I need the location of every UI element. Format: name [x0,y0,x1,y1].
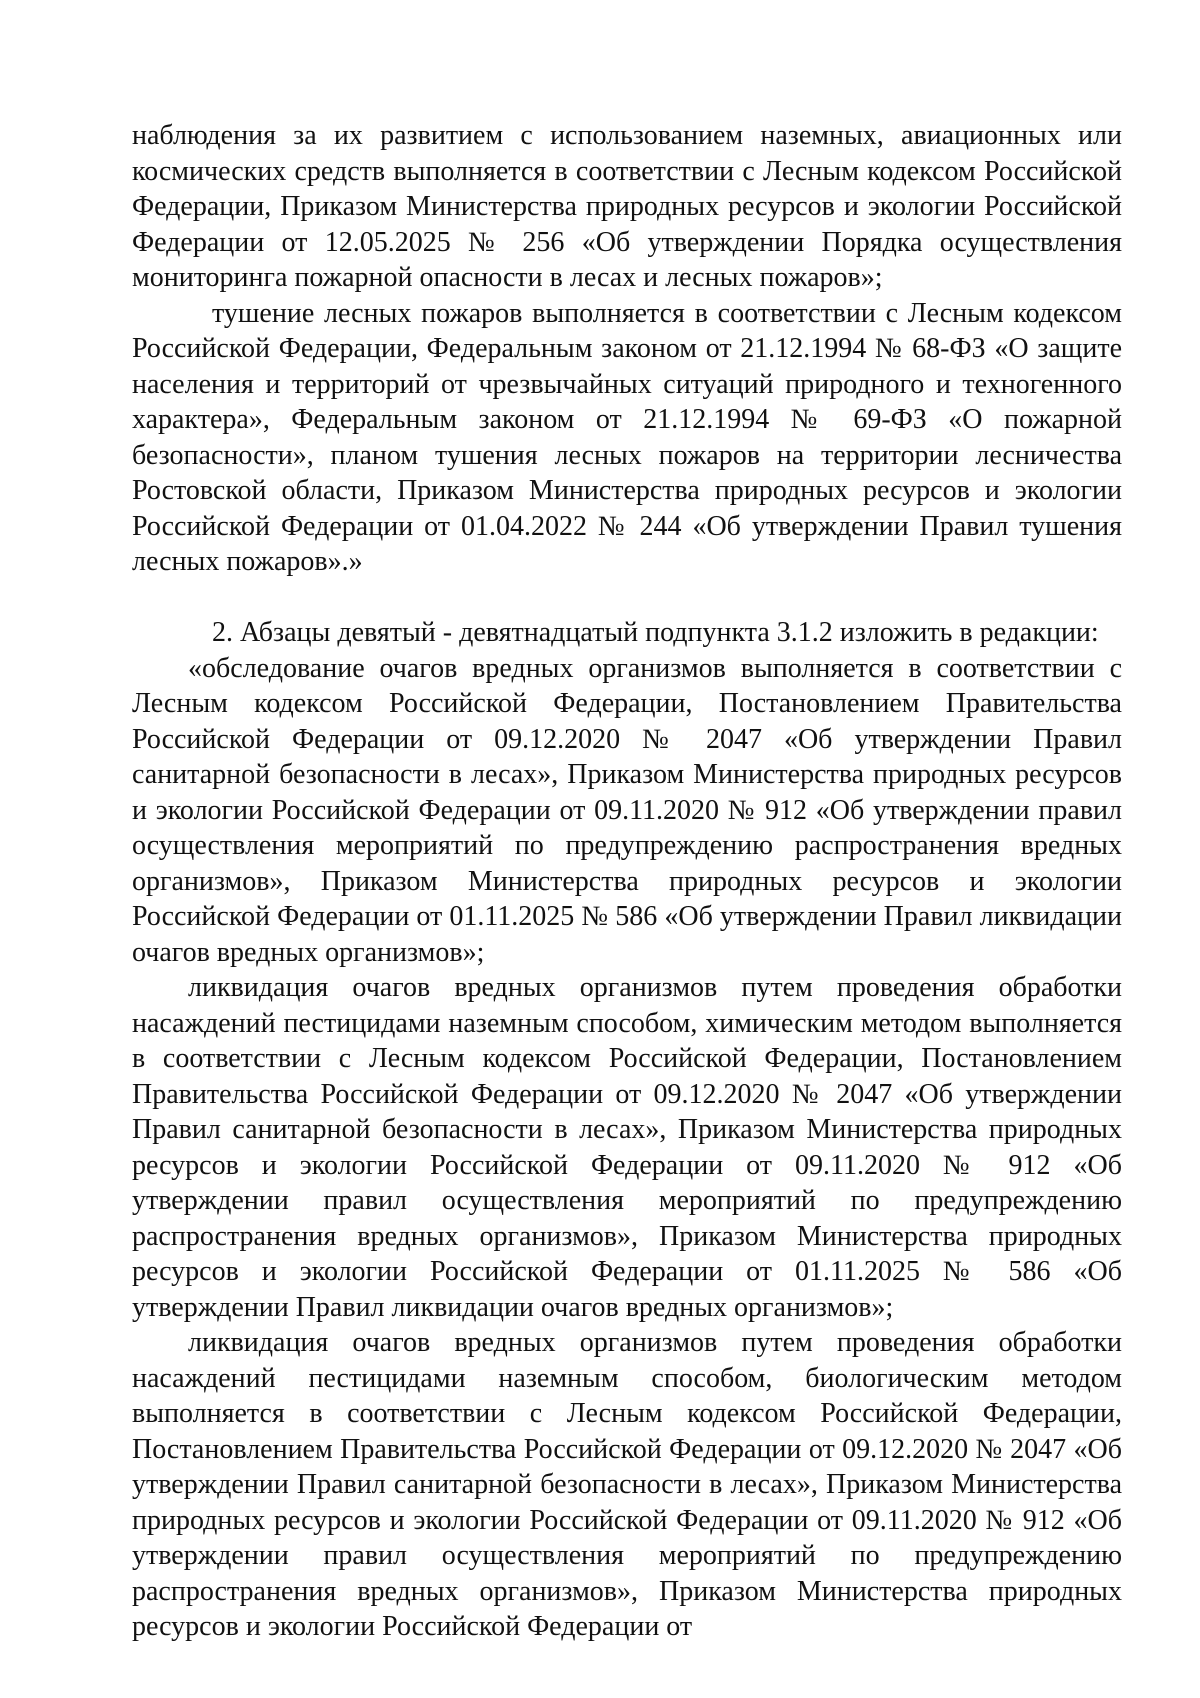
paragraph-fire-suppression: тушение лесных пожаров выполняется в соответствии с Лесным кодексом Российской Федерации, Федеральным законом от 21.12.1994 № 68-ФЗ «О защите населения и территорий от чрезвычайных ситуаций природного и техногенного характера», Федеральным законом от 21.12.1994 № 69-ФЗ «О пожарной безопасности», планом тушения лесных пожаров на территории лесничества Ростовской области, Приказом Министерства природных ресурсов и экологии Российской Федерации от 01.04.2022 № 244 «Об утверждении Правил тушения лесных пожаров».» [132,297,1122,577]
paragraph-monitoring-continuation: наблюдения за их развитием с использованием наземных, авиационных или космических средств выполняется в соответствии с Лесным кодексом Российской Федерации, Приказом Министерства природных ресурсов и экологии Российской Федерации от 12.05.2025 № 256 «Об утверждении Порядка осуществления мониторинга пожарной опасности в лесах и лесных пожаров»; [132,120,1122,293]
paragraph-amendment-item-2: 2. Абзацы девятый - девятнадцатый подпункта 3.1.2 изложить в редакции: [212,617,1099,648]
document-body [132,118,1122,1645]
paragraph-gap [132,580,1122,616]
paragraph-biological-treatment: ликвидация очагов вредных организмов путем проведения обработки насаждений пестицидами наземным способом, биологическим методом выполняется в соответствии с Лесным кодексом Российской Федерации, Постановлением Правительства Российской Федерации от 09.12.2020 № 2047 «Об утверждении Правил санитарной безопасности в лесах», Приказом Министерства природных ресурсов и экологии Российской Федерации от 09.11.2020 № 912 «Об утверждении правил осуществления мероприятий по предупреждению распространения вредных организмов», Приказом Министерства природных ресурсов и экологии Российской Федерации от [132,1327,1122,1642]
paragraph-chemical-treatment: ликвидация очагов вредных организмов путем проведения обработки насаждений пестицидами наземным способом, химическим методом выполняется в соответствии с Лесным кодексом Российской Федерации, Постановлением Правительства Российской Федерации от 09.12.2020 № 2047 «Об утверждении Правил санитарной безопасности в лесах», Приказом Министерства природных ресурсов и экологии Российской Федерации от 09.11.2020 № 912 «Об утверждении правил осуществления мероприятий по предупреждению распространения вредных организмов», Приказом Министерства природных ресурсов и экологии Российской Федерации от 01.11.2025 № 586 «Об утверждении Правил ликвидации очагов вредных организмов»; [132,972,1122,1323]
paragraph-pest-survey: «обследование очагов вредных организмов выполняется в соответствии с Лесным кодексом Российской Федерации, Постановлением Правительства Российской Федерации от 09.12.2020 № 2047 «Об утверждении Правил санитарной безопасности в лесах», Приказом Министерства природных ресурсов и экологии Российской Федерации от 09.11.2020 № 912 «Об утверждении правил осуществления мероприятий по предупреждению распространения вредных организмов», Приказом Министерства природных ресурсов и экологии Российской Федерации от 01.11.2025 № 586 «Об утверждении Правил ликвидации очагов вредных организмов»; [132,652,1122,968]
